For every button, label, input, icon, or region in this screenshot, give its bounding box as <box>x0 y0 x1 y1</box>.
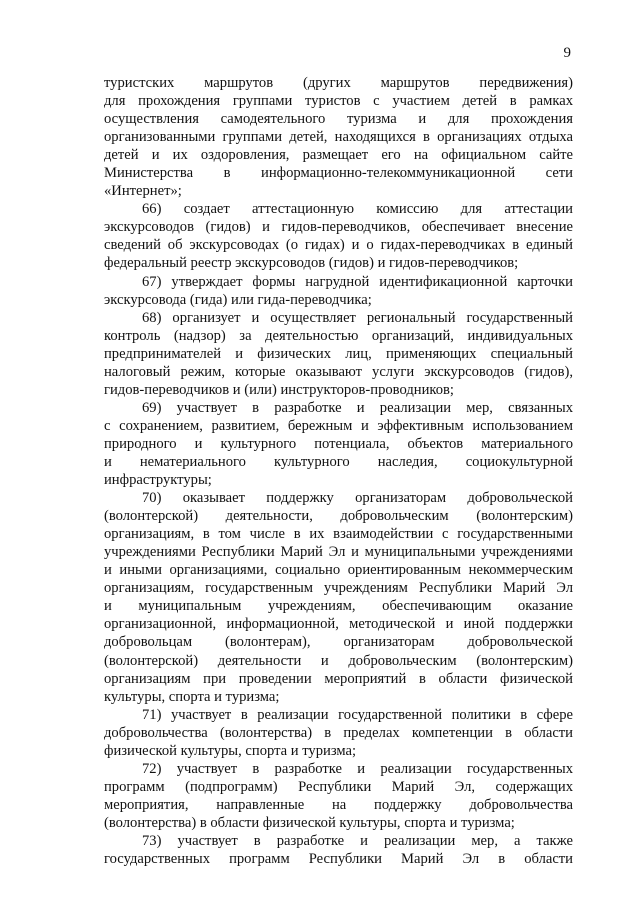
text-line: 70) оказывает поддержку организаторам добровольческой <box>142 490 573 507</box>
text-line: 68) организует и осуществляет региональный государственный <box>142 309 573 326</box>
text-line: физической культуры, спорта и туризма; <box>104 742 357 759</box>
text-line: и иными организациями, социально ориентированным некоммерческим <box>104 562 573 579</box>
text-line: мероприятия, направленные на поддержку добровольчества <box>104 796 573 813</box>
text-line: туристских маршрутов (других маршрутов передвижения) <box>104 75 573 91</box>
text-line: 67) утверждает формы нагрудной идентификационной карточки <box>142 273 573 290</box>
text-line: организациям, государственным учреждениям Республики Марий Эл <box>104 580 573 597</box>
text-line: осуществления самодеятельного туризма и для прохождения <box>104 111 573 128</box>
text-line: добровольчества (волонтерства) в пределах компетенции в области <box>104 724 573 741</box>
text-line: с сохранением, развитием, бережным и эффективным использованием <box>104 417 573 434</box>
text-line: добровольцам (волонтерам), организаторам добровольческой <box>104 634 573 651</box>
text-line: учреждениями Республики Марий Эл и муниципальными учреждениями <box>104 544 573 561</box>
text-line: экскурсовода (гида) или гида-переводчика; <box>104 291 372 308</box>
text-line: предпринимателей и физических лиц, применяющих специальный <box>104 345 573 362</box>
text-line: детей и их оздоровления, размещает его на официальном сайте <box>104 147 573 164</box>
text-line: сведений об экскурсоводах (о гидах) и о гидах-переводчиках в единый <box>104 237 573 254</box>
text-line: и нематериального культурного наследия, социокультурной <box>104 453 573 470</box>
text-line: экскурсоводов (гидов) и гидов-переводчиков, обеспечивает внесение <box>104 219 573 236</box>
text-line: организациям при проведении мероприятий в области физической <box>104 670 573 687</box>
text-line: организационной, информационной, методической и иной поддержки <box>104 616 573 633</box>
text-line: (волонтерской) деятельности, добровольческим (волонтерским) <box>104 508 573 525</box>
text-line: 69) участвует в разработке и реализации мер, связанных <box>142 399 573 416</box>
document-body <box>104 74 573 868</box>
text-line: государственных программ Республики Марий Эл в области <box>104 851 573 868</box>
text-line: организованными группами детей, находящихся в организациях отдыха <box>104 129 573 146</box>
text-line: контроль (надзор) за деятельностью организаций, индивидуальных <box>104 327 573 344</box>
text-line: природного и культурного потенциала, объектов материального <box>104 435 573 452</box>
text-line: налоговый режим, которые оказывают услуги экскурсоводов (гидов), <box>104 363 573 380</box>
text-line: и муниципальным учреждениям, обеспечивающим оказание <box>104 598 573 615</box>
text-line: программ (подпрограмм) Республики Марий Эл, содержащих <box>104 778 573 795</box>
text-line: инфраструктуры; <box>104 472 212 489</box>
text-line: «Интернет»; <box>104 183 182 200</box>
text-line: 66) создает аттестационную комиссию для аттестации <box>142 201 573 218</box>
page-number: 9 <box>563 45 571 61</box>
text-line: гидов-переводчиков и (или) инструкторов-проводников; <box>104 381 454 398</box>
text-line: организациям, в том числе в их взаимодействии с государственными <box>104 526 573 543</box>
text-line: Министерства в информационно-телекоммуникационной сети <box>104 165 573 182</box>
text-line: для прохождения группами туристов с участием детей в рамках <box>104 93 573 110</box>
text-line: 71) участвует в реализации государственной политики в сфере <box>142 706 573 723</box>
text-line: федеральный реестр экскурсоводов (гидов) и гидов-переводчиков; <box>104 255 519 272</box>
text-line: (волонтерства) в области физической культуры, спорта и туризма; <box>104 814 515 831</box>
text-line: 72) участвует в разработке и реализации государственных <box>142 760 573 777</box>
text-line: 73) участвует в разработке и реализации мер, а также <box>142 832 573 849</box>
text-line: культуры, спорта и туризма; <box>104 688 280 705</box>
text-line: (волонтерской) деятельности и добровольческим (волонтерским) <box>104 652 573 669</box>
